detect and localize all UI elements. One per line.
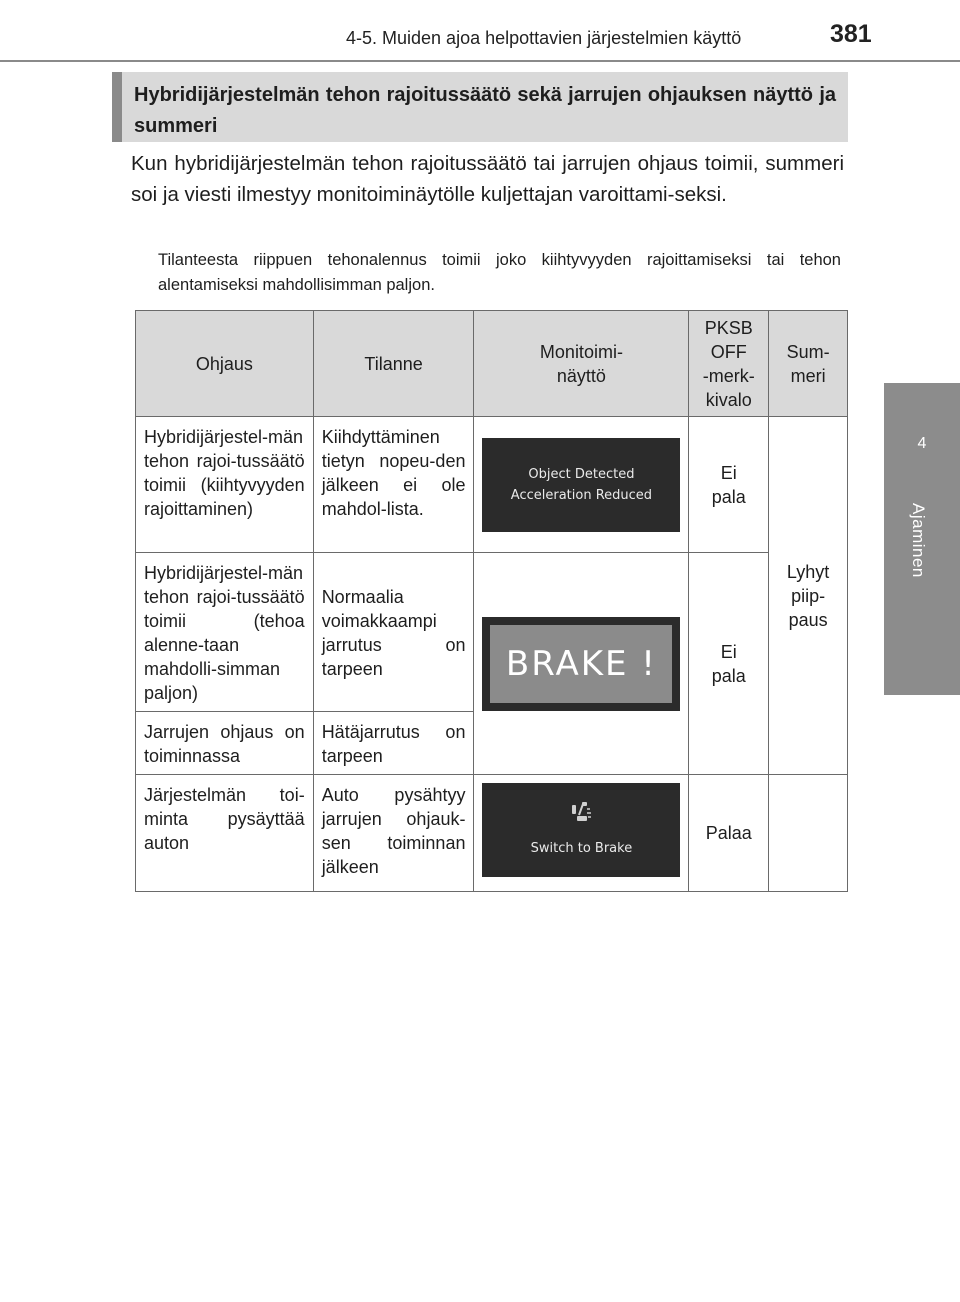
header-divider bbox=[0, 60, 960, 62]
header-tilanne: Tilanne bbox=[313, 311, 474, 417]
cell-tilanne: Hätäjarrutus on tarpeen bbox=[313, 712, 474, 775]
header-summeri bbox=[769, 311, 848, 417]
cell-display bbox=[474, 775, 689, 892]
header-ohjaus: Ohjaus bbox=[136, 311, 314, 417]
cell-pksb bbox=[689, 553, 769, 775]
table-row bbox=[136, 553, 848, 712]
header-summeri-text: Sum- meri bbox=[786, 341, 830, 386]
header-monitoiminaytto bbox=[474, 311, 689, 417]
pksb-status: Palaa bbox=[705, 823, 752, 843]
brake-pedal-icon bbox=[570, 801, 594, 823]
pksb-status: Ei pala bbox=[711, 641, 746, 686]
cell-ohjaus: Jarrujen ohjaus on toiminnassa bbox=[136, 712, 314, 775]
page-number: 381 bbox=[830, 20, 872, 48]
section-heading: Hybridijärjestelmän tehon rajoitussäätö sekä jarrujen ohjauksen näyttö ja summeri bbox=[112, 72, 848, 142]
display-line-1: Object Detected bbox=[528, 466, 635, 482]
display-message: Switch to Brake bbox=[530, 841, 633, 856]
display-brake bbox=[482, 617, 680, 711]
cell-tilanne: Normaalia voimakkaampi jarrutus on tarpeen bbox=[313, 553, 474, 712]
cell-tilanne: Auto pysähtyy jarrujen ohjauk-sen toiminnan jälkeen bbox=[313, 775, 474, 892]
pksb-status: Ei pala bbox=[711, 463, 746, 507]
table-row bbox=[136, 775, 848, 892]
table-header-row bbox=[136, 311, 848, 417]
header-monitoiminaytto-text: Monitoimi- näyttö bbox=[539, 341, 623, 386]
cell-display bbox=[474, 553, 689, 775]
section-body-text: Kun hybridijärjestelmän tehon rajoitussäätö tai jarrujen ohjaus toimii, summeri soi ja viesti ilmestyy monitoiminäytölle kuljettajan varoittami-seksi. bbox=[131, 152, 844, 206]
cell-summeri-empty bbox=[769, 775, 848, 892]
cell-ohjaus: Hybridijärjestel-män tehon rajoi-tussäätö toimii (tehoa alenne-taan mahdolli-simman paljon) bbox=[136, 553, 314, 712]
display-line-2: Acceleration Reduced bbox=[510, 487, 653, 503]
header-pksb-off bbox=[689, 311, 769, 417]
cell-pksb bbox=[689, 417, 769, 553]
chapter-label: Ajaminen bbox=[909, 503, 928, 578]
control-info-table bbox=[135, 310, 848, 892]
chapter-label-wrapper bbox=[908, 503, 938, 673]
header-pksb-off-text: PKSB OFF -merk- kivalo bbox=[702, 317, 755, 410]
display-object-detected bbox=[482, 438, 680, 532]
cell-ohjaus: Järjestelmän toi-minta pysäyttää auton bbox=[136, 775, 314, 892]
cell-ohjaus: Hybridijärjestel-män tehon rajoi-tussäätö toimii (kiihtyvyyden rajoittaminen) bbox=[136, 417, 314, 553]
cell-display bbox=[474, 417, 689, 553]
chapter-side-tab bbox=[884, 383, 960, 695]
cell-summeri bbox=[769, 417, 848, 775]
table-row bbox=[136, 417, 848, 553]
summeri-status: Lyhyt piip- paus bbox=[786, 561, 830, 630]
display-switch-to-brake bbox=[482, 783, 680, 877]
chapter-number: 4 bbox=[917, 435, 927, 452]
brake-warning-text: BRAKE ! bbox=[490, 625, 672, 703]
cell-pksb bbox=[689, 775, 769, 892]
header-title: 4-5. Muiden ajoa helpottavien järjestelmien käyttö bbox=[346, 28, 742, 48]
section-note-text: Tilanteesta riippuen tehonalennus toimii joko kiihtyvyyden rajoittamiseksi tai tehon alentamiseksi mahdollisimman paljon. bbox=[158, 251, 841, 294]
cell-tilanne: Kiihdyttäminen tietyn nopeu-den jälkeen ei ole mahdol-lista. bbox=[313, 417, 474, 553]
